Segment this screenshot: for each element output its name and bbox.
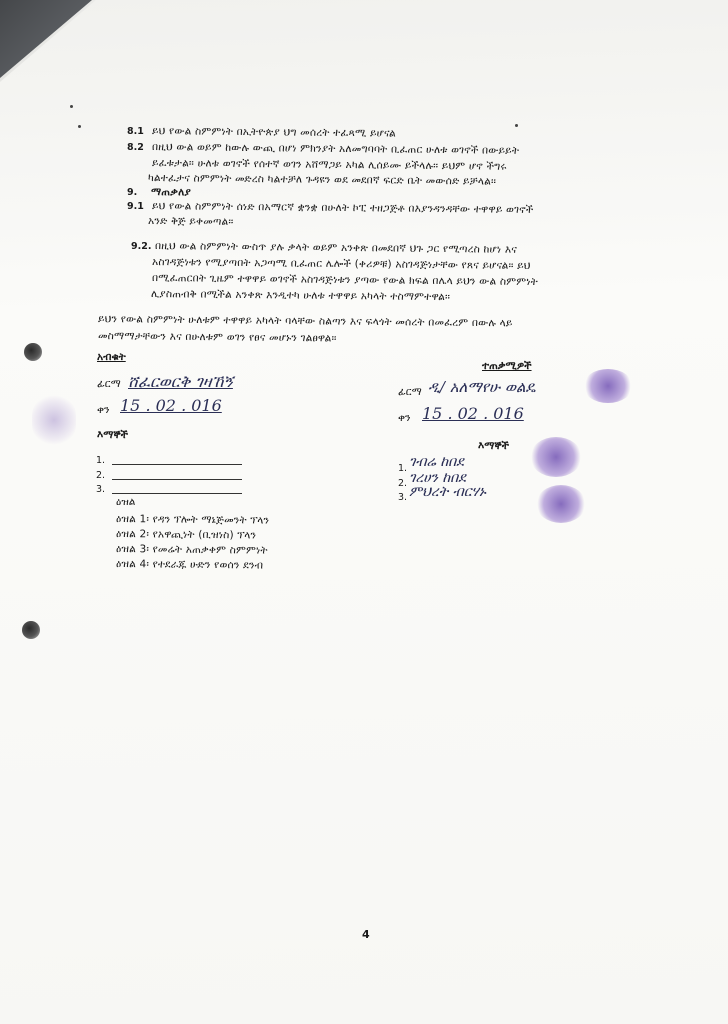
- right-witness-heading: እማኞች: [478, 440, 510, 452]
- closing-line: መስማማታቸውን እና በሁለቱም ወገን የፀና መሆኑን ገልፀዋል።: [97, 330, 337, 345]
- left-sign-label: ፊርማ: [97, 378, 121, 390]
- left-date: 15 . 02 . 016: [120, 396, 222, 415]
- section-line: ይፈቱታል። ሁለቱ ወገኖች የሰተኛ ወገን አሸማጋይ አካል ሊሰይሙ ይችላሉ። ይህም ሆኖ ችግሩ: [151, 157, 507, 173]
- section-number: 9.: [127, 187, 138, 198]
- section-title: ማጠቃለያ: [150, 186, 192, 199]
- section-number: 9.2.: [131, 241, 152, 252]
- right-sign-label: ፊርማ: [398, 386, 422, 398]
- right-party-heading: ተጠቃሚዎች: [482, 360, 532, 372]
- witness-signature-line: [112, 479, 242, 480]
- witness-signature: ምህረት ብርሃኑ: [409, 484, 486, 500]
- fingerprint-stamp: [530, 437, 582, 477]
- annex-item: ዕዝል 2፡ የአዋጪነት (ቢዝነስ) ፕላን: [115, 528, 257, 542]
- section-line: ሊያስጠብቅ በሚችል አንቀጽ እንዲተካ ሁለቱ ተዋዋይ አካላት ተስማምተዋል።: [150, 288, 451, 304]
- annex-heading: ዕዝል: [116, 496, 136, 508]
- section-line: አንድ ቅጅ ይቀመጣል።: [147, 215, 234, 228]
- left-witness-heading: እማኞች: [97, 429, 129, 441]
- left-signature: ሸፈርወርቅ ገዛኸኝ: [128, 372, 233, 391]
- right-date: 15 . 02 . 016: [422, 404, 524, 423]
- section-line: በዚህ ውል ስምምነት ውስጥ ያሉ ቃላት ወይም አንቀጽ በመደበኛ ህጉ ጋር የሚጣረስ ከሆነ እና: [154, 240, 518, 256]
- section-line: ካልተፈታና ስምምነት መድረስ ካልተቻለ ጉዳዩን ወደ መደበኛ ፍርድ ቤት መውሰድ ይቻላል።: [147, 172, 497, 188]
- annex-item: ዕዝል 1፡ የዳን ፕሎት ማኔጅመንት ፕላን: [115, 513, 270, 527]
- witness-number: 1.: [398, 463, 408, 474]
- witness-number: 2.: [96, 470, 106, 481]
- fingerprint-stamp: [583, 369, 633, 403]
- witness-number: 3.: [96, 484, 106, 495]
- right-signature: ዲ/ አለማየሁ ወልዴ: [428, 378, 536, 396]
- section-line: አስገዳጅነቱን የሚያጣበት አጋጣሚ ቢፈጠር ሌሎች (ቀሪዎቹ) አስገዳጅነታቸው የጸና ይሆናል። ይህ: [151, 256, 531, 272]
- left-party-heading: አብቁት: [97, 351, 126, 363]
- speck: [515, 124, 518, 127]
- section-number: 8.2: [127, 142, 144, 153]
- closing-line: ይህን የውል ስምምነት ሁለቱም ተዋዋይ አካላት ባላቸው ስልጣን እና ፍላጎት መሰረት በመፈረም በውሉ ላይ: [97, 313, 513, 330]
- speck: [78, 125, 81, 128]
- punch-hole: [24, 343, 42, 361]
- annex-item: ዕዝል 3፡ የመሬት አጠቃቀም ስምምነት: [115, 543, 268, 557]
- section-number: 8.1: [127, 126, 144, 137]
- left-date-label: ቀን: [97, 404, 110, 416]
- witness-signature: ገረሀን ከበደ: [409, 470, 466, 486]
- section-number: 9.1: [127, 201, 144, 212]
- right-date-label: ቀን: [398, 412, 411, 424]
- speck: [70, 105, 73, 108]
- witness-signature: ገብሬ ከበደ: [409, 454, 464, 470]
- fingerprint-smudge: [32, 395, 76, 445]
- witness-signature-line: [112, 493, 242, 494]
- witness-number: 1.: [96, 455, 106, 466]
- fingerprint-stamp: [536, 485, 586, 523]
- witness-number: 3.: [398, 492, 408, 503]
- annex-item: ዕዝል 4፡ የተደራጁ ሁድን የወሰን ደንብ: [115, 558, 264, 572]
- page-number: 4: [362, 928, 370, 941]
- witness-signature-line: [112, 464, 242, 465]
- section-text: ይህ የውል ስምምነት በኢትዮጵያ ህግ መሰረት ተፈጻሚ ይሆናል: [151, 125, 396, 140]
- section-line: ይህ የውል ስምምነት ሰነድ በአማርኛ ቋንቋ በሁለት ኮፒ ተዘጋጅቶ በእያንዳንዳቸው ተዋዋይ ወገኖች: [151, 200, 534, 216]
- section-line: በሚፈጠርበት ጊዜም ተዋዋይ ወገኖች አስገዳጅነቱን ያጣው የውል ክፍል በሌላ ይህን ውል ስምምነት: [151, 272, 538, 289]
- punch-hole: [22, 621, 40, 639]
- section-line: በዚህ ውል ወይም ከውሉ ውጪ በሆነ ምክንያት አለመግባባት ቢፈጠር ሁለቱ ወገኖች በውይይት: [151, 141, 520, 157]
- witness-number: 2.: [398, 478, 408, 489]
